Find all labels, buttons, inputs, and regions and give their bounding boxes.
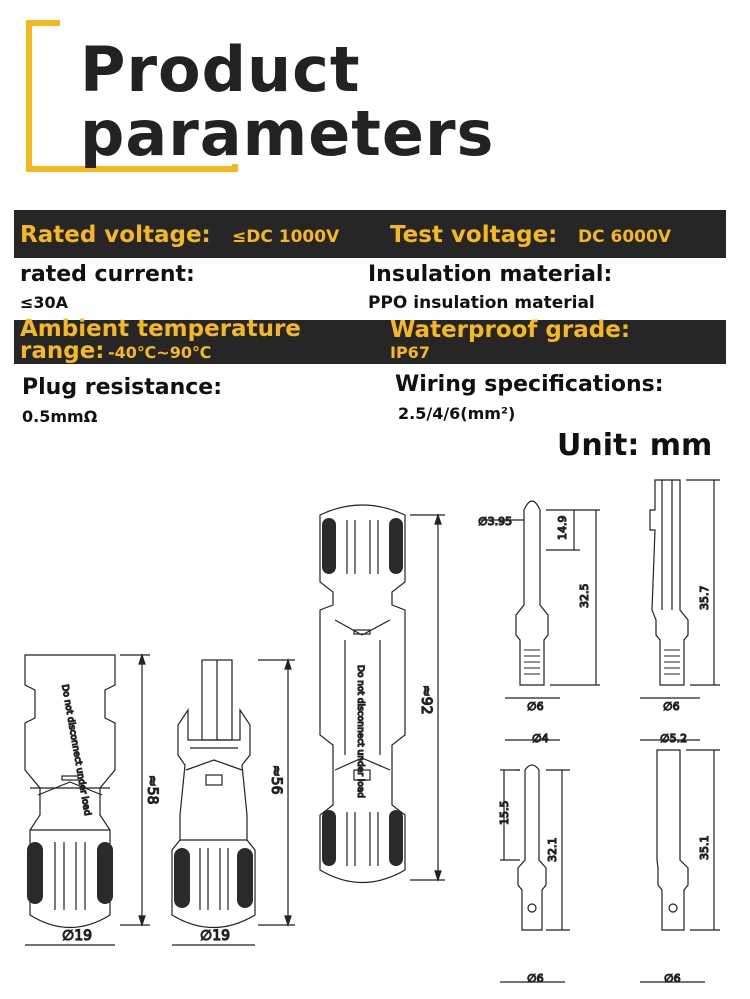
rated-current-value: ≤30A — [20, 293, 69, 312]
solid-pin-tip-length: 15.5 — [498, 800, 511, 825]
stamped-pin-tip-length: 14.9 — [556, 515, 569, 540]
rated-voltage-value: ≤DC 1000V — [232, 227, 340, 247]
solid-socket-base-diameter: ∅6 — [664, 972, 681, 985]
wiring-label: Wiring specifications: — [395, 372, 664, 397]
technical-drawing — [0, 470, 750, 999]
solid-socket-tip-diameter: ∅5.2 — [660, 732, 688, 745]
ambient-label-1: Ambient temperature — [20, 316, 301, 342]
plug-resistance-label: Plug resistance: — [22, 375, 223, 400]
title-line-2: parameters — [80, 97, 495, 170]
solid-pin-length: 32.1 — [546, 837, 559, 862]
rated-current-label: rated current: — [20, 262, 195, 287]
page-title — [80, 33, 495, 170]
male-pin-solid-drawing — [500, 740, 570, 982]
ambient-value: -40℃~90℃ — [108, 343, 212, 362]
rated-voltage-label: Rated voltage: — [20, 222, 211, 248]
insulation-value: PPO insulation material — [368, 293, 595, 313]
test-voltage-label: Test voltage: — [390, 222, 558, 248]
mated-warning-text: Do not disconnect under load — [355, 665, 365, 798]
male-connector-drawing — [172, 660, 295, 945]
waterproof-value: IP67 — [390, 343, 430, 362]
stamped-socket-length: 35.7 — [698, 585, 711, 610]
stamped-socket-base-diameter: ∅6 — [663, 700, 680, 713]
mated-length-dim: ≈92 — [418, 685, 434, 715]
title-line-1: Product — [80, 33, 361, 106]
test-voltage-value: DC 6000V — [578, 227, 671, 247]
stamped-pin-base-diameter: ∅6 — [527, 700, 544, 713]
female-socket-solid-drawing — [640, 740, 720, 982]
male-diameter-dim: ∅19 — [200, 928, 231, 944]
male-length-dim: ≈56 — [268, 765, 284, 795]
solid-pin-tip-diameter: ∅4 — [532, 732, 549, 745]
insulation-label: Insulation material: — [368, 262, 613, 287]
female-length-dim: ≈58 — [144, 775, 160, 805]
ambient-label-2: range: — [20, 338, 105, 364]
stamped-pin-tip-diameter: ∅3.95 — [478, 515, 513, 528]
unit-label: Unit: mm — [557, 428, 713, 463]
stamped-pin-length: 32.5 — [578, 583, 591, 608]
waterproof-label: Waterproof grade: — [390, 317, 631, 343]
female-warning-text: Do not disconnect under load — [59, 683, 92, 817]
female-diameter-dim: ∅19 — [62, 928, 93, 944]
plug-resistance-value: 0.5mmΩ — [22, 407, 98, 426]
wiring-value: 2.5/4/6(mm²) — [398, 404, 516, 423]
solid-pin-base-diameter: ∅6 — [527, 972, 544, 985]
solid-socket-length: 35.1 — [698, 835, 711, 860]
